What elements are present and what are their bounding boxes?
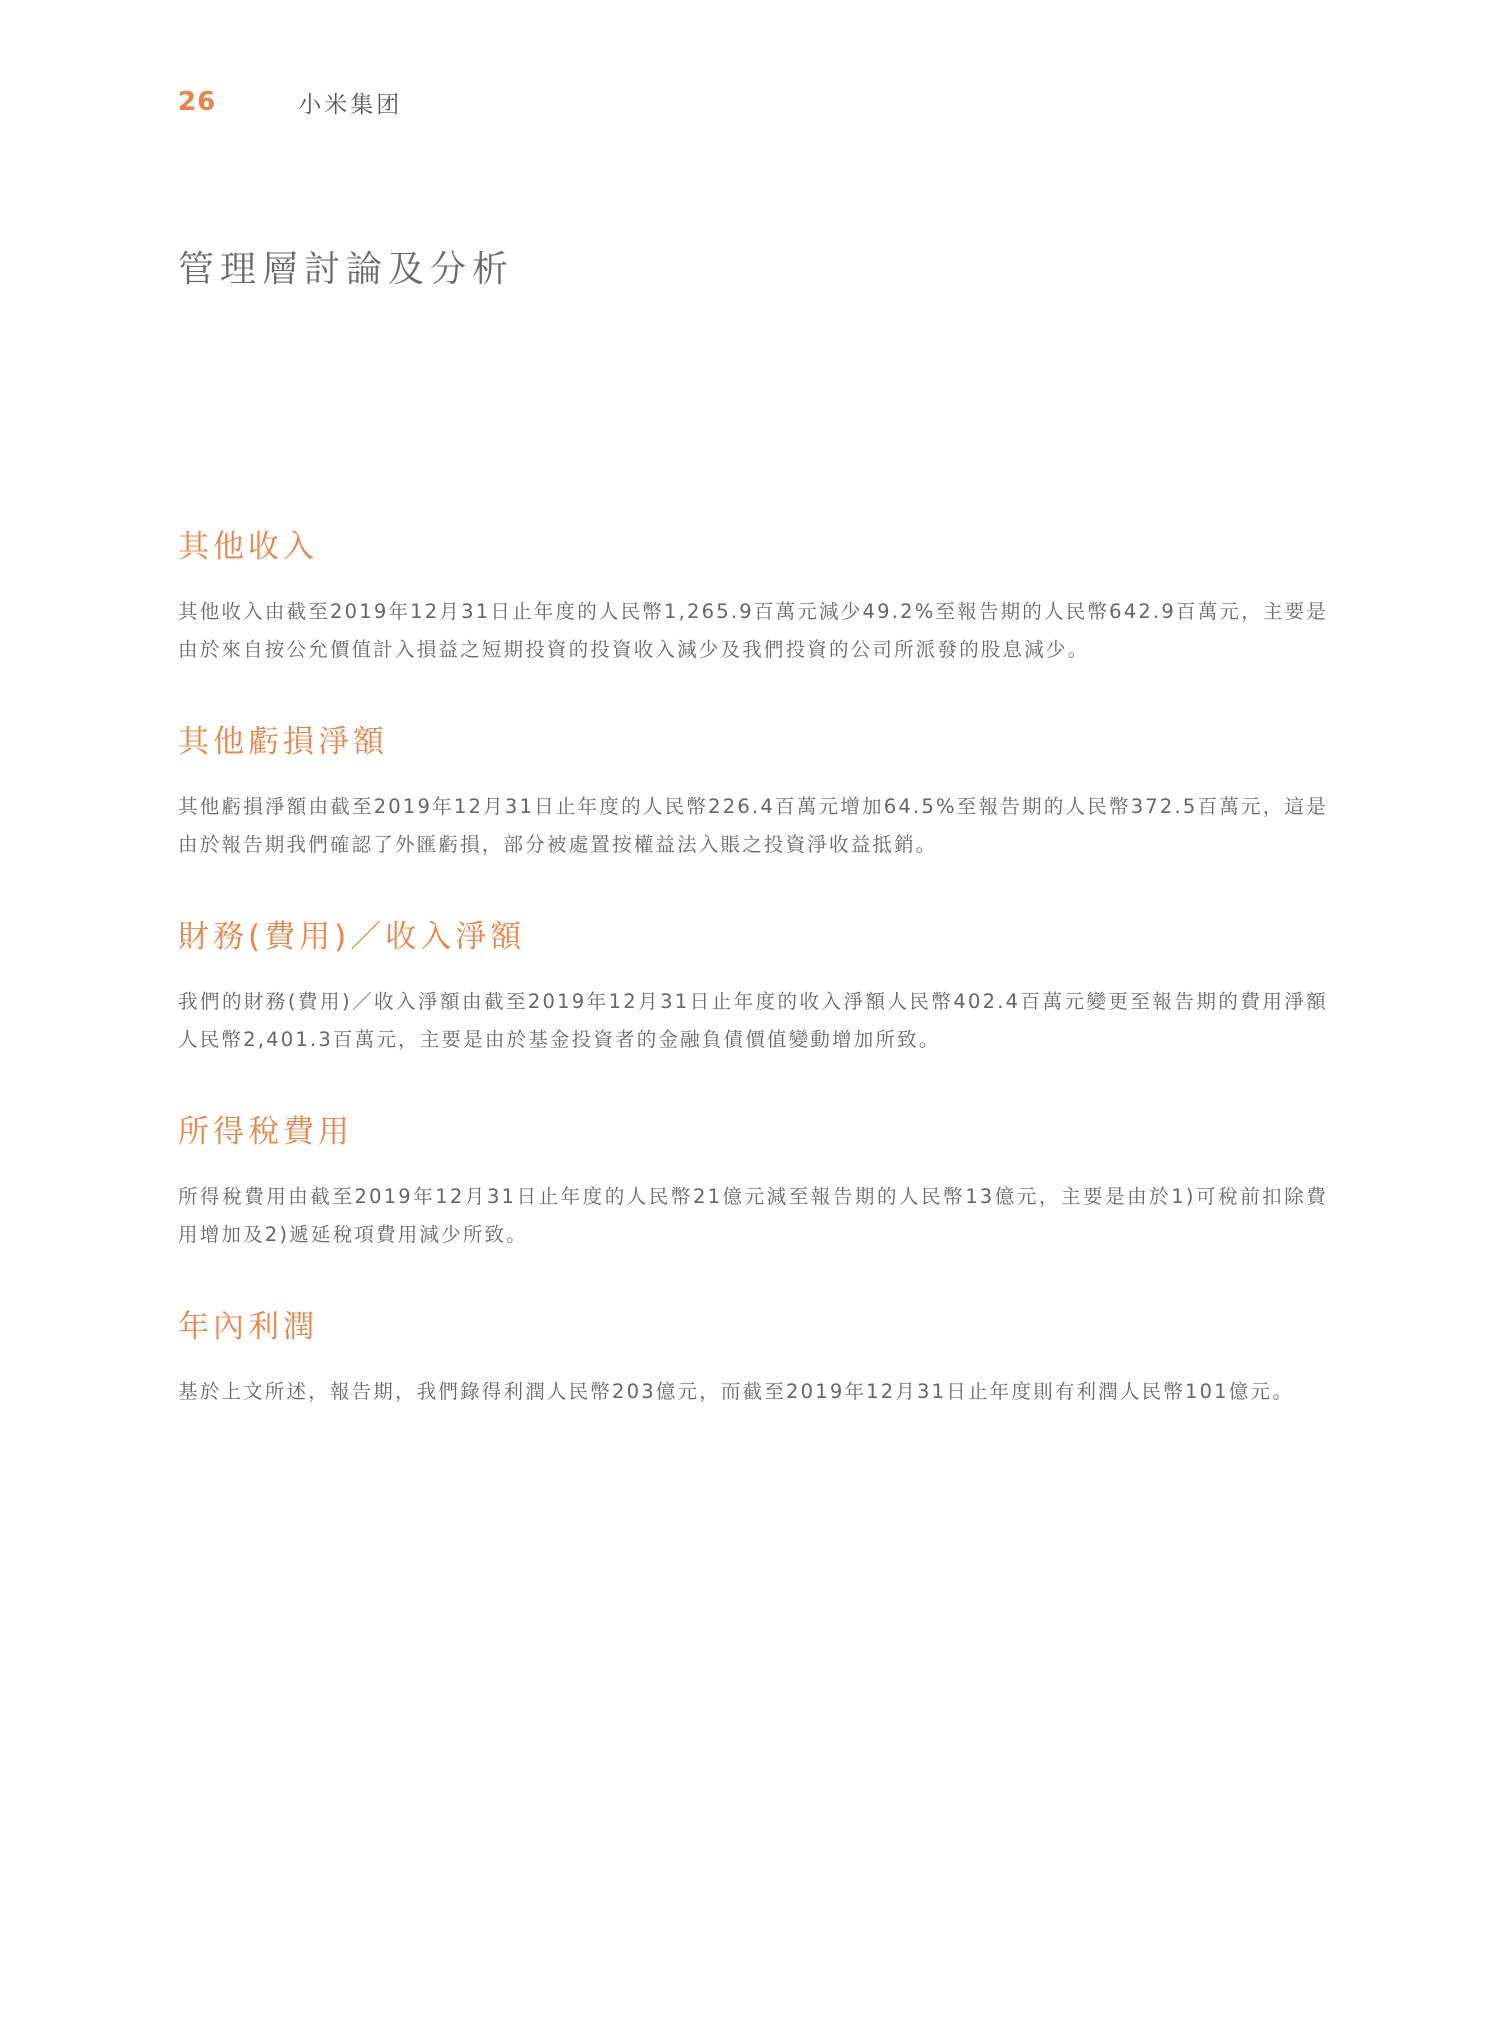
page-number: 26 xyxy=(178,87,217,117)
section-paragraph: 所得稅費用由截至2019年12月31日止年度的人民幣21億元減至報告期的人民幣13億元，主要是由於1)可稅前扣除費用增加及2)遞延稅項費用減少所致。 xyxy=(178,1185,1328,1246)
page-header xyxy=(178,84,402,120)
section-heading: 所得稅費用 xyxy=(178,1114,353,1150)
content-body xyxy=(178,525,1328,1411)
section-paragraph: 基於上文所述，報告期，我們錄得利潤人民幣203億元，而截至2019年12月31日止年度則有利潤人民幣101億元。 xyxy=(178,1380,1294,1403)
section-paragraph: 其他收入由截至2019年12月31日止年度的人民幣1,265.9百萬元減少49.2%至報告期的人民幣642.9百萬元，主要是由於來自按公允價值計入損益之短期投資的投資收入減少及我們投資的公司所派發的股息減少。 xyxy=(178,600,1328,661)
section-other-income xyxy=(178,525,1328,669)
section-paragraph: 我們的財務(費用)／收入淨額由截至2019年12月31日止年度的收入淨額人民幣402.4百萬元變更至報告期的費用淨額人民幣2,401.3百萬元，主要是由於基金投資者的金融負債價值變動增加所致。 xyxy=(178,990,1328,1051)
section-heading: 財務(費用)／收入淨額 xyxy=(178,919,526,955)
section-profit-for-year xyxy=(178,1305,1328,1411)
section-heading: 其他虧損淨額 xyxy=(178,724,388,760)
section-other-losses xyxy=(178,720,1328,864)
section-paragraph: 其他虧損淨額由截至2019年12月31日止年度的人民幣226.4百萬元增加64.5%至報告期的人民幣372.5百萬元，這是由於報告期我們確認了外匯虧損，部分被處置按權益法入賬之投資淨收益抵銷。 xyxy=(178,795,1328,856)
section-heading: 其他收入 xyxy=(178,529,318,565)
section-finance-income-costs xyxy=(178,915,1328,1059)
section-heading: 年內利潤 xyxy=(178,1309,318,1345)
section-income-tax xyxy=(178,1110,1328,1254)
company-name: 小米集团 xyxy=(298,91,403,118)
section-title: 管理層討論及分析 xyxy=(178,249,515,290)
